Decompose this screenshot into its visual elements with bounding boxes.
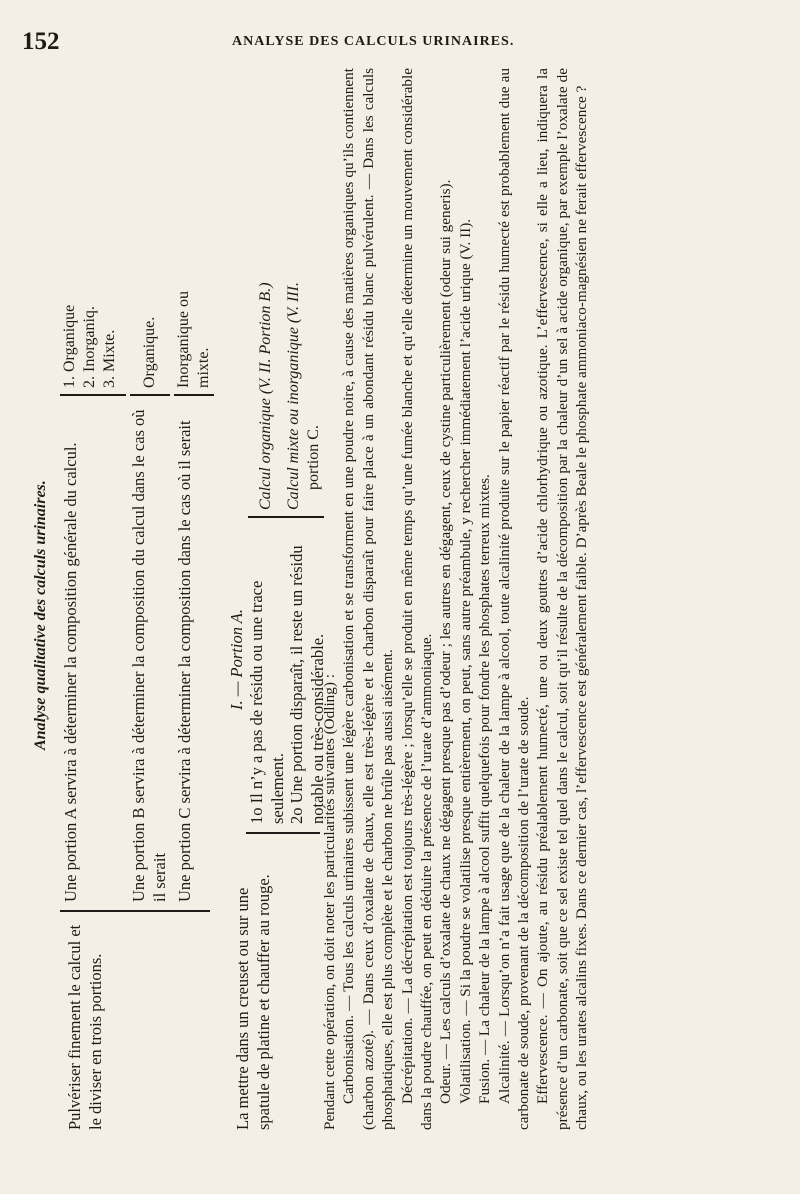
portion-a-result-3: 3. Mixte. bbox=[101, 329, 118, 388]
body-paragraph: Décrépitation. — La décrépitation est toujours très-légère ; lorsqu’elle se produit en même temps qu’une fumée blanche et qu’elle détermine un mouvement considérable dans la poudre chauffée, on peut en déduire la présence de l’urate d’ammoniaque. bbox=[398, 68, 436, 1130]
brace-line bbox=[246, 832, 320, 834]
pulverize-instruction: Pulvériser finement le calcul et le diviser en trois portions. bbox=[65, 924, 105, 1130]
body-paragraph: Effervescence. — On ajoute, au résidu préalablement humecté, une ou deux gouttes d’acide chlorhydrique ou azotique. L’effervescence, si elle a lieu, indiquera la présence d’un carbonate, soit que ce sel existe tel quel dans le calcul, soit qu’il résulte de la décomposition par la chaleur d’un sel à acide organique, par exemple l’oxalate de chaux, ou les urates alcalins fixes. Dans ce dernier cas, l’effervescence est généralement faible. D’après Beale le phosphate ammoniaco-magnésien ne ferait effervescence ? bbox=[534, 68, 591, 1130]
brace-line bbox=[60, 394, 126, 396]
case-2-result-a: Calcul mixte ou inorganique (V. III. bbox=[285, 282, 302, 510]
brace-line bbox=[130, 394, 170, 396]
portion-a-result-1: 1. Organique bbox=[61, 304, 78, 388]
portion-a-result-2: 2. Inorganiq. bbox=[81, 306, 98, 388]
brace-line bbox=[60, 910, 210, 912]
running-title: ANALYSE DES CALCULS URINAIRES. bbox=[232, 34, 515, 49]
body-paragraph: Odeur. — Les calculs d’oxalate de chaux ne dégagent presque pas d’odeur ; les autres en dégagent, ceux de cystine particulièrement (odeur sui generis). bbox=[437, 179, 455, 1104]
body-paragraph: Volatilisation. — Si la poudre se volatilise presque entièrement, on peut, sans autre préambule, y rechercher immédiatement l’acide urique (V. II). bbox=[456, 218, 474, 1104]
body-paragraph: Fusion. — La chaleur de la lampe à alcool suffit quelquefois pour fondre les phosphates terreux mixtes. bbox=[476, 474, 494, 1104]
case-2-text: 2o Une portion disparaît, il reste un résidu notable ou très-considérable. bbox=[287, 545, 327, 824]
portion-heading: I. — Portion A. bbox=[227, 609, 246, 710]
case-1-result: Calcul organique (V. II. Portion B.) bbox=[257, 282, 274, 510]
body-text bbox=[320, 68, 592, 1130]
body-paragraph: Carbonisation. — Tous les calculs urinaires subissent une légère carbonisation et se transforment en une poudre noire, à cause des matières organiques qu’ils contiennent (charbon azoté). — Dans ceux d’oxalate de chaux, elle est très-légère et le charbon disparaît pour faire place à un abondant résidu blanc pulvérulent. — Dans les calculs phosphatiques, elle est plus complète et le charbon ne brûle pas aussi aisément. bbox=[340, 68, 397, 1130]
page-header bbox=[0, 22, 800, 62]
brace-line bbox=[174, 394, 214, 396]
rotated-page-content bbox=[28, 68, 768, 1130]
portion-b-result: Organique. bbox=[141, 316, 158, 388]
portion-c-text: Une portion C servira à déterminer la composition dans le cas où il serait bbox=[175, 420, 194, 902]
body-paragraph: Alcalinité. — Lorsqu’on n’a fait usage que de la chaleur de la lampe à alcool, toute alcalinité produite sur le papier réactif par le résidu humecté est probablement due au carbonate de soude, provenant de la décomposition de l’urate de soude. bbox=[495, 68, 533, 1130]
method-instruction: La mettre dans un creuset ou sur une spatule de platine et chauffer au rouge. bbox=[233, 874, 273, 1130]
case-1-text: 1o Il n’y a pas de résidu ou une trace seulement. bbox=[247, 580, 287, 824]
brace-line bbox=[248, 516, 286, 518]
portion-c-result: Inorganique ou mixte. bbox=[175, 290, 212, 388]
brace-line bbox=[286, 516, 324, 518]
portion-a-text: Une portion A servira à déterminer la composition générale du calcul. bbox=[61, 442, 80, 902]
page-number: 152 bbox=[22, 28, 60, 55]
table-title: Analyse qualitative des calculs urinaires. bbox=[32, 480, 49, 750]
body-paragraph: Pendant cette opération, on doit noter les particularités suivantes (Odling) : bbox=[321, 674, 338, 1130]
case-2-result-b: portion C. bbox=[305, 425, 322, 490]
portion-b-text: Une portion B servira à déterminer la composition du calcul dans le cas où il serait bbox=[129, 409, 169, 902]
